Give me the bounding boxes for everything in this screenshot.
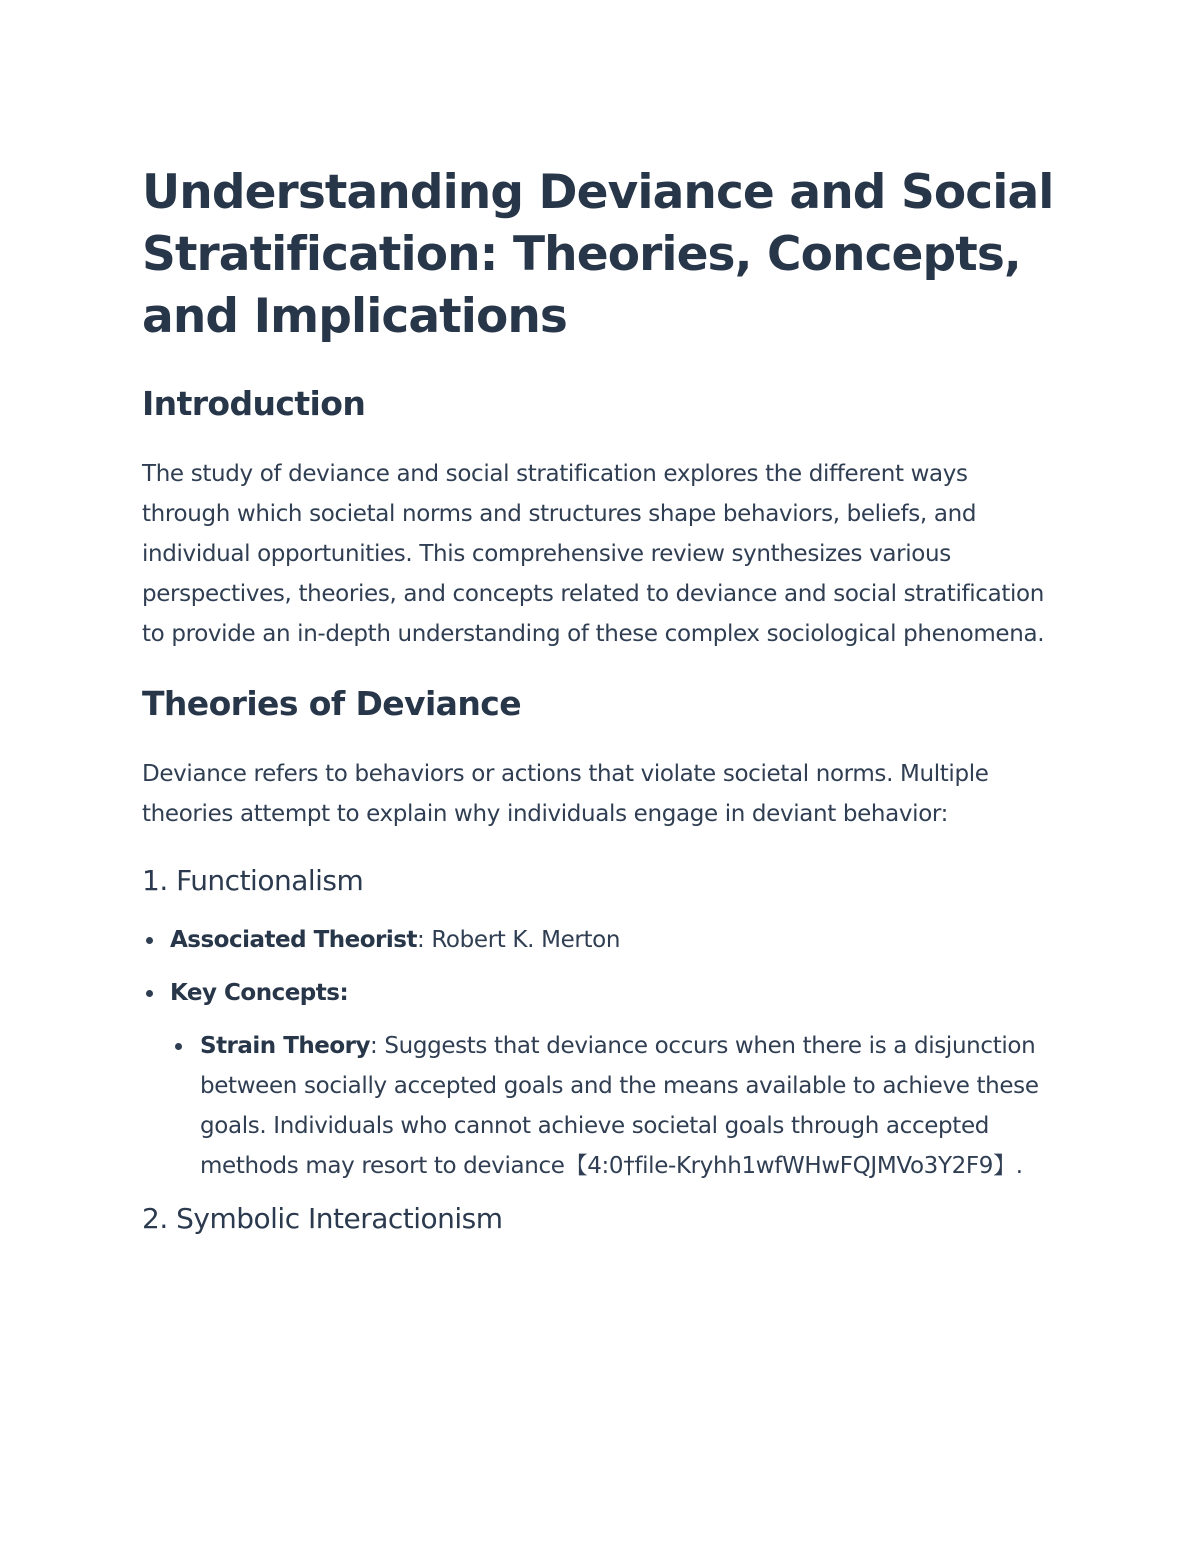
document-page (142, 160, 1062, 1238)
list-item-key-concepts (170, 973, 1062, 1186)
bullet-icon (146, 990, 153, 997)
introduction-paragraph: The study of deviance and social stratification explores the different ways through which societal norms and structures shape behaviors, beliefs, and individual opportunities. This comprehensive review synthesizes various perspectives, theories, and concepts related to deviance and social stratification to provide an in-depth understanding of these complex sociological phenomena. (142, 461, 1045, 647)
list-item-associated-theorist (170, 920, 1062, 960)
strain-theory-label: Strain Theory (200, 1033, 370, 1059)
bullet-icon (175, 1043, 182, 1050)
list-item-strain-theory (200, 1026, 1062, 1186)
functionalism-bullet-list (142, 920, 1062, 1186)
theorist-value: : Robert K. Merton (416, 927, 621, 953)
key-concepts-label: Key Concepts (170, 980, 340, 1006)
key-concepts-colon: : (339, 980, 349, 1006)
subsection-heading-functionalism: 1. Functionalism (142, 864, 364, 897)
bullet-icon (146, 937, 153, 944)
document-title: Understanding Deviance and Social Stratification: Theories, Concepts, and Implications (142, 165, 1054, 344)
section-heading-theories-of-deviance: Theories of Deviance (142, 684, 521, 723)
section-heading-introduction: Introduction (142, 384, 366, 423)
subsection-heading-symbolic-interactionism: 2. Symbolic Interactionism (142, 1202, 503, 1235)
theories-paragraph: Deviance refers to behaviors or actions that violate societal norms. Multiple theories attempt to explain why individuals engage in deviant behavior: (142, 761, 989, 827)
key-concepts-sublist (170, 1026, 1062, 1186)
strain-theory-text: : Suggests that deviance occurs when there is a disjunction between socially accepted goals and the means available to achieve these goals. Individuals who cannot achieve societal goals through accepted methods may resort to deviance【4:0†file-Kryhh1wfWHwFQJMVo3Y2F9】. (200, 1033, 1039, 1179)
theorist-label: Associated Theorist (170, 927, 417, 953)
